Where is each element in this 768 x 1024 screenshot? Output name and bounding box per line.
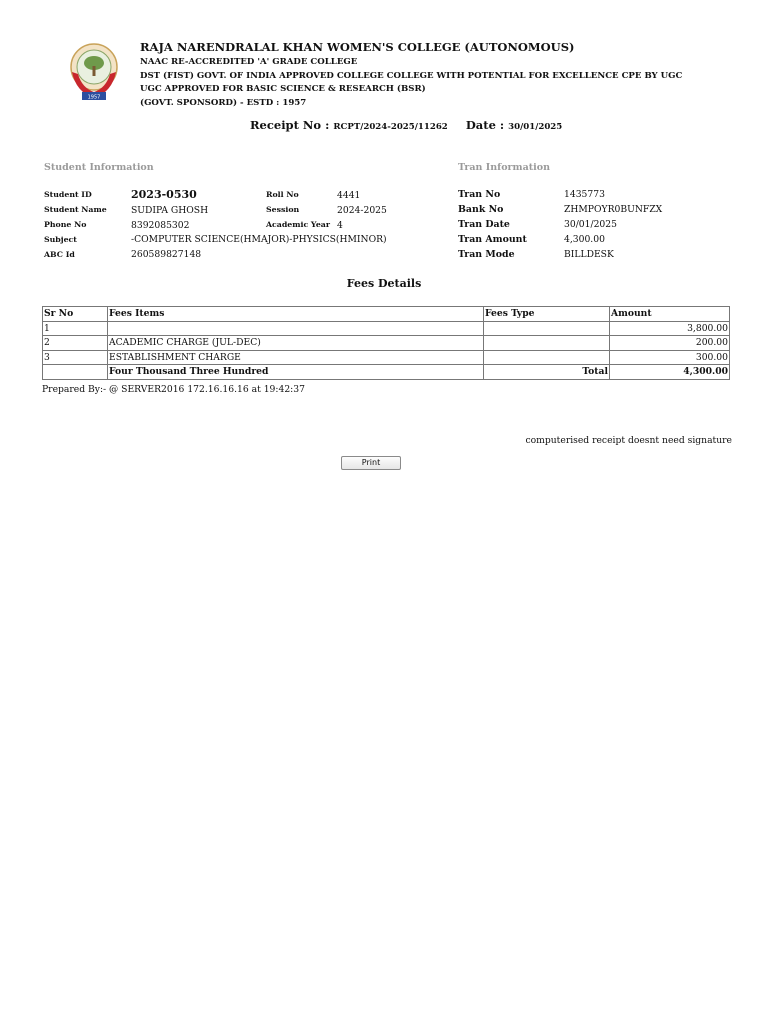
receipt-number: RCPT/2024-2025/11262 [333,122,448,132]
table-row [43,350,730,365]
item-cell [108,321,484,336]
amount-cell: 200.00 [610,336,730,351]
print-button[interactable]: Print [341,456,401,470]
academic-year-label: Academic Year [266,220,330,229]
col-sr-no: Sr No [43,307,108,322]
tran-no-value: 1435773 [564,189,605,200]
college-header [140,40,682,110]
tran-date-value: 30/01/2025 [564,219,617,230]
sr-cell: 1 [43,321,108,336]
subject-label: Subject [44,235,77,244]
sr-cell: 2 [43,336,108,351]
subject-value: -COMPUTER SCIENCE(HMAJOR)-PHYSICS(HMINOR) [131,234,387,245]
total-label: Total [484,365,610,380]
student-info-heading: Student Information [44,162,154,173]
fees-details-title: Fees Details [346,277,422,290]
tran-mode-value: BILLDESK [564,249,614,260]
accreditation-line: NAAC RE-ACCREDITED 'A' GRADE COLLEGE [140,57,358,67]
col-fees-items: Fees Items [108,307,484,322]
prepared-by: Prepared By:- @ SERVER2016 172.16.16.16 at 19:42:37 [42,384,305,395]
established-line: (GOVT. SPONSORD) - ESTD : 1957 [140,97,307,108]
col-amount: Amount [610,307,730,322]
receipt-date: 30/01/2025 [508,122,563,132]
receipt-line [250,118,562,132]
session-label: Session [266,205,300,214]
roll-label: Roll No [266,190,299,199]
abc-label: ABC Id [44,250,75,259]
ugc-line: UGC APPROVED FOR BASIC SCIENCE & RESEARCH (BSR) [140,84,426,94]
tran-amount-label: Tran Amount [458,234,527,245]
type-cell [484,336,610,351]
date-label: Date : [465,118,505,132]
student-name-value: SUDIPA GHOSH [131,205,209,216]
item-cell: ESTABLISHMENT CHARGE [108,350,484,365]
tran-date-label: Tran Date [458,219,510,230]
tran-amount-value: 4,300.00 [564,234,605,245]
signature-note: computerised receipt doesnt need signature [525,435,732,446]
student-id-label: Student ID [44,190,92,199]
type-cell [484,350,610,365]
receipt-label: Receipt No : [250,118,330,132]
roll-value: 4441 [337,190,361,201]
amount-cell: 3,800.00 [610,321,730,336]
total-amount: 4,300.00 [610,365,730,380]
col-fees-type: Fees Type [484,307,610,322]
item-cell: ACADEMIC CHARGE (JUL-DEC) [108,336,484,351]
table-row [43,336,730,351]
amount-cell: 300.00 [610,350,730,365]
bank-no-label: Bank No [458,204,504,215]
total-row [43,365,730,380]
total-sr-cell [43,365,108,380]
dst-line: DST (FIST) GOVT. OF INDIA APPROVED COLLEGE COLLEGE WITH POTENTIAL FOR EXCELLENCE CPE BY UGC [140,70,683,81]
session-value: 2024-2025 [337,205,387,216]
phone-label: Phone No [44,220,87,229]
abc-value: 260589827148 [131,249,202,260]
bank-no-value: ZHMPOYR0BUNFZX [564,204,663,215]
svg-text:1957: 1957 [87,94,101,101]
tran-info-heading: Tran Information [458,162,550,173]
total-in-words: Four Thousand Three Hundred [108,365,484,380]
college-name: RAJA NARENDRALAL KHAN WOMEN'S COLLEGE (AUTONOMOUS) [140,40,575,54]
fees-header-row [43,307,730,322]
tran-mode-label: Tran Mode [458,249,515,260]
table-row [43,321,730,336]
sr-cell: 3 [43,350,108,365]
academic-year-value: 4 [337,220,343,231]
student-id-value: 2023-0530 [131,188,197,201]
phone-value: 8392085302 [131,220,190,231]
student-name-label: Student Name [44,205,107,214]
fees-table [42,306,730,380]
type-cell [484,321,610,336]
college-emblem-icon [66,42,122,104]
tran-no-label: Tran No [458,189,501,200]
